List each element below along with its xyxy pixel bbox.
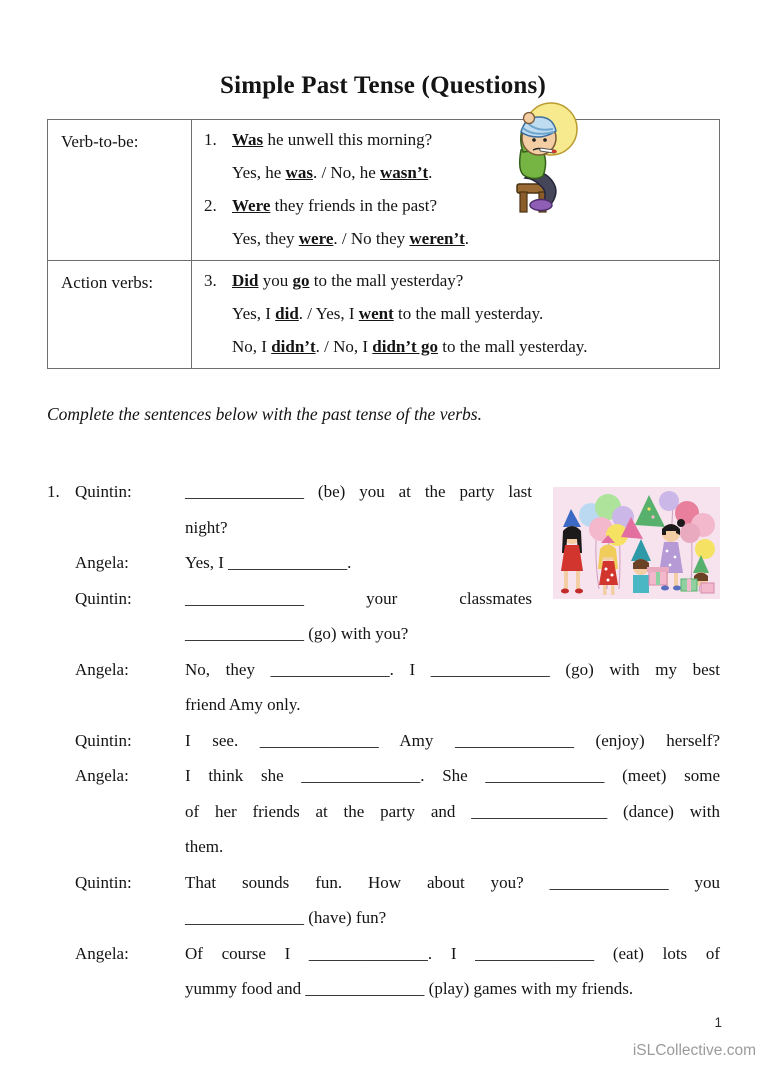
list-number: 1. [204,130,217,149]
dialogue-turn [47,652,720,723]
exercise-number [47,545,75,581]
speaker-label: Quintin: [75,730,132,750]
exercise-number [47,723,75,759]
dialogue-line: Yes, I ______________. [185,553,352,572]
dialogue-turn [47,936,720,1007]
exercise-number: 1. [47,482,60,501]
dialogue-turn [47,723,720,759]
dialogue-lines [185,936,720,1007]
dialogue-line: I see. ______________ Amy ______________ (enjoy) herself? [185,730,720,750]
dialogue-line: ______________ (go) with you? [185,624,409,643]
dialogue-line: of her friends at the party and ________________ (dance) with [185,801,720,821]
exercise-number [47,758,75,865]
table-example-line: 1. Was he unwell this morning? [204,123,713,156]
dialogue-line: them. [185,837,224,856]
speaker-label: Quintin: [75,588,132,608]
sick-boy-image [487,102,595,220]
speaker-label: Angela: [75,553,129,572]
dialogue-turn [47,758,720,865]
dialogue-line: yummy food and ______________ (play) games with my friends. [185,979,634,998]
speaker-label: Angela: [75,943,129,963]
dialogue-line: friend Amy only. [185,695,301,714]
exercise-instruction: Complete the sentences below with the past tense of the verbs. [47,404,482,424]
dialogue-lines [185,865,720,936]
dialogue-line: ______________ (be) you at the party last [185,482,532,501]
dialogue-line: ______________ your classmates [185,588,532,608]
speaker-label: Angela: [75,766,129,785]
table-example-line: 2. Were they friends in the past? [204,189,713,222]
dialogue-line: night? [185,517,228,537]
table-row-content [192,261,719,368]
grammar-table [47,119,720,369]
speaker-label: Quintin: [75,482,132,501]
table-row [48,260,719,368]
exercise-number [47,936,75,1007]
table-example-line: No, I didn’t. / No, I didn’t go to the mall yesterday. [232,337,588,356]
party-image [553,487,720,599]
list-number: 2. [204,196,217,215]
table-row-label: Verb-to-be: [48,120,192,260]
exercise-number [47,652,75,723]
speaker-label: Quintin: [75,872,132,892]
table-example-line: Yes, I did. / Yes, I went to the mall yesterday. [232,304,544,323]
dialogue-line: No, they ______________. I ______________ (go) with my best [185,659,720,679]
dialogue-line: That sounds fun. How about you? ______________ you [185,872,720,892]
table-row-content [192,120,719,260]
page-number: 1 [714,1015,722,1030]
table-row [48,120,719,260]
dialogue-lines [185,723,720,759]
dialogue-turn [47,865,720,936]
dialogue-line: I think she ______________. She ______________ (meet) some [185,766,720,785]
table-example-line: 3. Did you go to the mall yesterday? [204,264,713,297]
dialogue-lines [185,758,720,865]
dialogue-line: ______________ (have) fun? [185,908,387,927]
dialogue-line: Of course I ______________. I ______________ (eat) lots of [185,943,720,963]
list-number: 3. [204,271,217,290]
islcollective-watermark: iSLCollective.com [632,1042,756,1059]
table-row-label: Action verbs: [48,261,192,368]
table-example-line: Yes, they were. / No they weren’t. [232,229,470,248]
dialogue-lines [185,652,720,723]
page-title: Simple Past Tense (Questions) [220,72,546,99]
table-example-line: Yes, he was. / No, he wasn’t. [232,163,433,182]
speaker-label: Angela: [75,659,129,679]
exercise-number [47,865,75,936]
exercise-number [47,581,75,652]
